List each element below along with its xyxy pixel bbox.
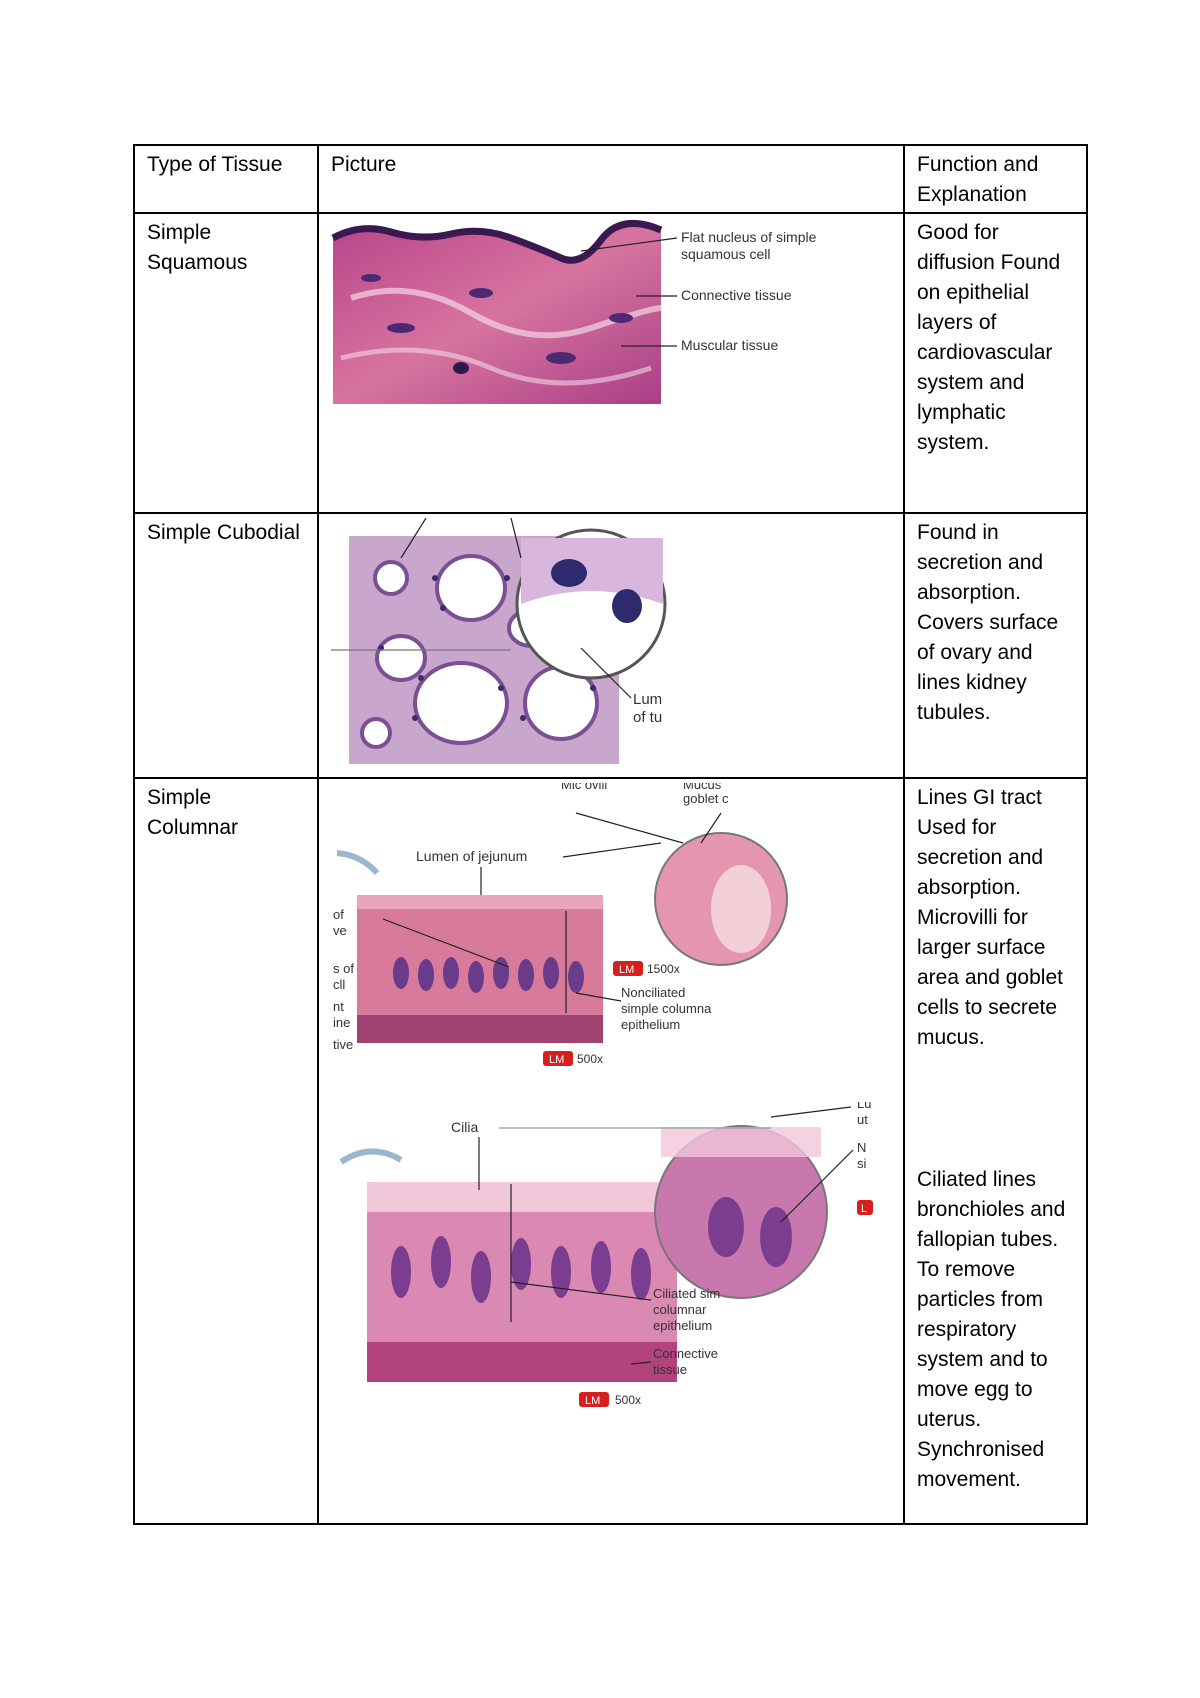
label-cut-n: N [857,1140,867,1155]
label-cut-l: L [861,1203,868,1215]
label-cut-lu: Lu [857,1102,872,1111]
header-function: Function and Explanation [904,145,1087,213]
label-ciliated-sim: Ciliated sim [653,1286,721,1301]
table-row [134,213,1087,513]
squamous-label-connective: Connective tissue [681,287,792,303]
label-cut-3: s of [333,961,354,976]
label-lm-badge-b: LM [585,1395,601,1407]
label-1500x: 1500x [647,962,680,976]
picture-cell [318,213,904,513]
header-picture: Picture [318,145,904,213]
label-lumen-jejunum: Lumen of jejunum [416,848,528,864]
header-type: Type of Tissue [134,145,318,213]
columnar-micrograph-jejunum [331,783,891,1083]
tissue-type: Simple Squamous [134,213,318,513]
function-text: Good for diffusion Found on epithelial layers of cardiovascular system and lymphatic system. [904,213,1087,513]
label-simple-columnar: simple columna [621,1001,712,1016]
squamous-label-nucleus-1: Flat nucleus of simple [681,229,817,245]
label-cut-1: of [333,907,344,922]
label-cut-5: nt [333,999,344,1014]
label-goblet: goblet c [683,791,729,806]
label-500x: 500x [577,1052,604,1066]
label-cut-ut: ut [857,1112,868,1127]
table-header-row [134,145,1087,213]
picture-cell [318,778,904,1524]
label-connective-b: Connective [653,1346,719,1361]
label-cut-6: ine [333,1015,351,1030]
squamous-label-muscular: Muscular tissue [681,337,779,353]
label-epithelium-b: epithelium [653,1318,713,1333]
function-text: Found in secretion and absorption. Covers surface of ovary and lines kidney tubules. [904,513,1087,778]
picture-cell [318,513,904,778]
function-cell [904,778,1087,1524]
tissue-table [133,144,1088,1525]
table-row [134,513,1087,778]
label-columnar: columnar [653,1302,707,1317]
label-lm-badge: LM [619,964,635,976]
cuboidal-label-lum: Lum [633,691,663,708]
cuboidal-label-tu: of tu [633,709,663,726]
label-microvilli: Mic ovill [561,783,608,792]
tissue-type: Simple Columnar [134,778,318,1524]
squamous-micrograph [331,218,891,488]
squamous-label-nucleus-2: squamous cell [681,246,771,262]
label-cut-4: cll [333,977,346,992]
cuboidal-micrograph [331,518,891,766]
function-spacer [917,1053,1076,1165]
function-text-ciliated: Ciliated lines bronchioles and fallopian tubes. To remove particles from respiratory system and to move egg to uterus. Synchronised movement. [917,1168,1066,1491]
label-cut-2: ve [333,923,347,938]
columnar-micrograph-ciliated [331,1102,891,1422]
tissue-type: Simple Cubodial [134,513,318,778]
label-tissue-b: tissue [653,1362,687,1377]
label-500x-b: 500x [615,1393,642,1407]
label-cilia: Cilia [451,1119,479,1135]
label-lm-badge: LM [549,1054,565,1066]
label-cut-si: si [857,1156,867,1171]
label-nonciliated: Nonciliated [621,985,686,1000]
function-text: Lines GI tract Used for secretion and absorption. Microvilli for larger surface area and goblet cells to secrete mucus. [917,786,1063,1049]
label-epithelium: epithelium [621,1017,681,1032]
label-cut-7: tive [333,1037,354,1052]
label-mucus: Mucus [683,783,722,792]
table-row [134,778,1087,1524]
